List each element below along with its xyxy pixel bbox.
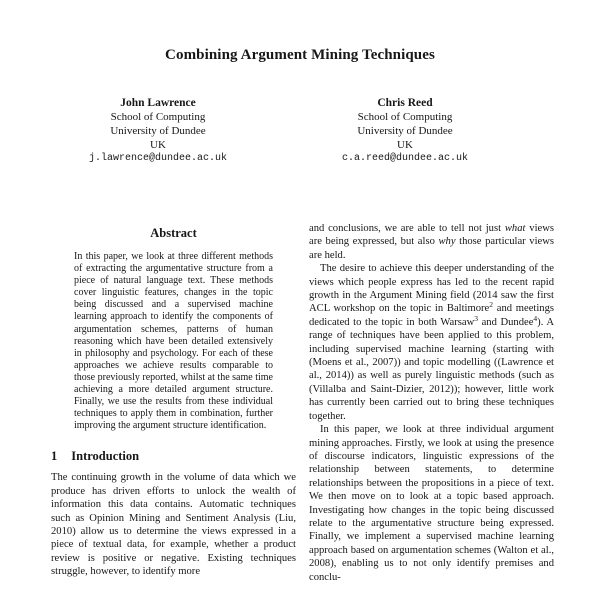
abstract-heading: Abstract (150, 226, 197, 240)
author-affiliation-line: University of Dundee (357, 125, 453, 137)
right-column (309, 222, 554, 584)
paper-title: Combining Argument Mining Techniques (165, 47, 435, 63)
body-paragraph: and conclusions, we are able to tell not just what views are being expressed, but also why those particular views are held. (309, 223, 554, 261)
body-paragraph: The desire to achieve this deeper understanding of the views which people express has led to the recent rapid growth in the Argument Mining field (2014 saw the first ACL workshop on the topic in Baltimore$^2$ and meetings dedicated to the topic in both Warsaw$^3$ and Dundee$^4$). A range of techniques have been applied to this problem, including supervised machine learning (starting with (Moens et al., 2007)) and topic modelling ((Lawrence et al., 2014)) as well as purely linguistic methods (such as (Villalba and Saint-Dizier, 2012)); however, little work has currently been carried out to bring these techniques together. (309, 263, 555, 422)
section-number: 1 (51, 449, 58, 464)
section-1-heading (51, 449, 296, 464)
author-name: Chris Reed (377, 97, 433, 109)
body-paragraph: In this paper, we look at three individual argument mining approaches. Firstly, we look at using the presence of discourse indicators, linguistic expressions of the relationship between statements, to determine relationships between the propositions in a piece of text. We then move on to look at a topic based approach. Investigating how changes in the topic being discussed relate to the argumentative structure being expressed. Finally, we implement a supervised machine learning approach based on argumentation schemes (Walton et al., 2008), enabling us to not only identify premises and conclu- (309, 424, 554, 583)
abstract-text: In this paper, we look at three different methods of extracting the argumentative structure from a piece of natural language text. These methods cover linguistic features, changes in the topic being discussed and a supervised machine learning approach to identify the components of argumentation schemes, patterns of human reasoning which have been detailed extensively in philosophy and psychology. For each of these approaches we achieve results comparable to those previously reported, whilst at the same time achieving a more detailed argument structure. Finally, we use the results from these individual techniques to apply them in combination, further improving the argument structure identification. (74, 251, 273, 432)
author-affiliation-line: School of Computing (357, 111, 453, 123)
author-affiliation-line: University of Dundee (110, 125, 206, 137)
left-column (51, 222, 296, 579)
author-affiliation-line: UK (397, 139, 413, 151)
section-title: Introduction (71, 449, 140, 464)
author-affiliation-line: UK (150, 139, 166, 151)
author-block-2 (295, 96, 515, 166)
author-name: John Lawrence (120, 97, 196, 109)
intro-paragraph: The continuing growth in the volume of data which we produce has driven efforts to unlock the wealth of information this data contains. Automatic techniques such as Opinion Mining and Sentiment Analysis (Liu, 2010) allow us to determine the views expressed in a piece of textual data, for example, whether a product review is positive or negative. Existing techniques struggle, however, to identify more (51, 472, 296, 578)
author-email: c.a.reed@dundee.ac.uk (341, 153, 469, 164)
author-block-1 (48, 96, 268, 166)
author-email: j.lawrence@dundee.ac.uk (88, 153, 228, 164)
author-affiliation-line: School of Computing (110, 111, 206, 123)
